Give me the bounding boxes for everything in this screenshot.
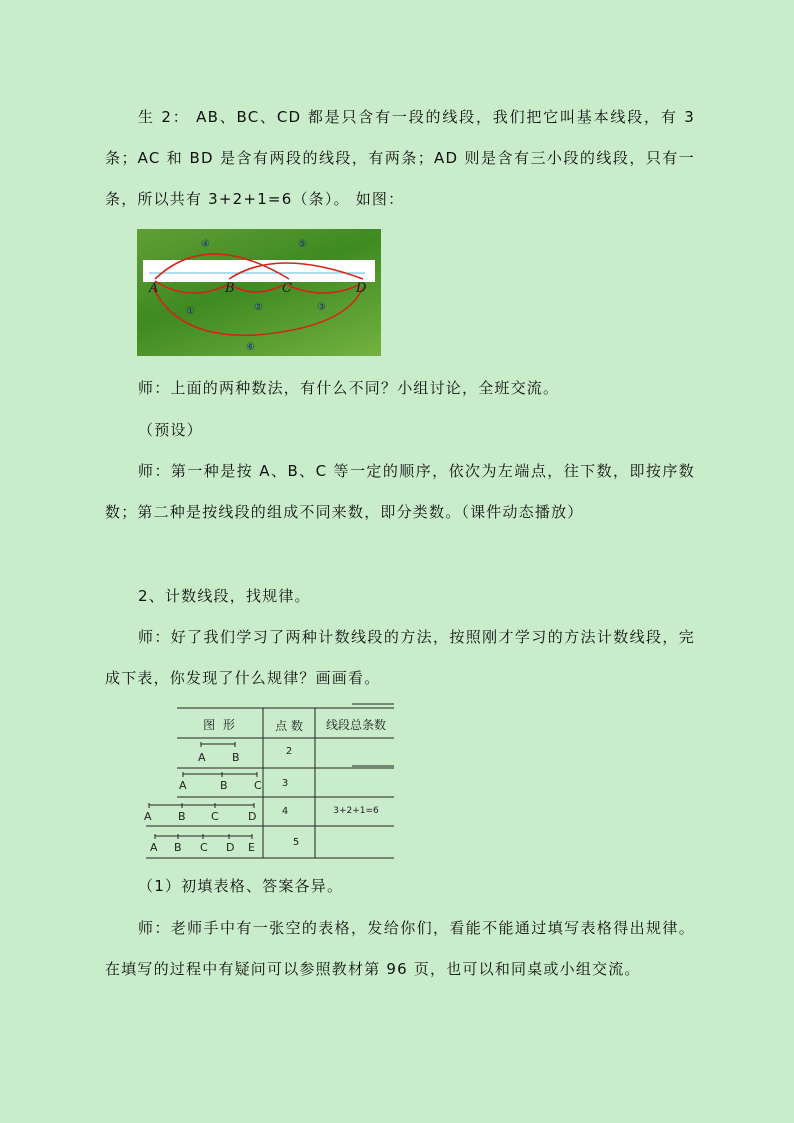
point-label-a: A [149, 281, 159, 296]
paragraph-teacher-question: 师：上面的两种数法，有什么不同？小组讨论，全班交流。 [138, 379, 560, 397]
row2-point-a: A [179, 779, 187, 792]
table-header-points: 点 数 [275, 719, 303, 733]
circle-label-6: ⑥ [246, 342, 255, 353]
table-header-figure: 图 形 [203, 718, 237, 732]
arc-bc [231, 285, 283, 292]
circle-label-4: ④ [201, 239, 210, 250]
table-header-total: 线段总条数 [325, 718, 386, 732]
paragraph-teacher-instruction: 师：老师手中有一张空的表格，发给你们，看能不能通过填写表格得出规律。在填写的过程中有疑问可以参照教材第 96 页，也可以和同桌或小组交流。 [105, 919, 695, 978]
row4-point-d: D [226, 841, 235, 854]
row3-point-d: D [248, 810, 257, 823]
row4-point-e: E [248, 841, 255, 854]
row1-point-b: B [232, 751, 240, 764]
circle-label-3: ③ [317, 302, 326, 313]
row1-point-a: A [198, 751, 206, 764]
point-label-b: B [225, 281, 235, 296]
row3-point-c: C [211, 810, 219, 823]
point-label-d: D [356, 281, 367, 296]
row4-point-b: B [174, 841, 182, 854]
paragraph-teacher-explanation: 师：第一种是按 A、B、C 等一定的顺序，依次为左端点，往下数，即按序数数；第二种是按线段的组成不同来数，即分类数。（课件动态播放） [105, 462, 695, 521]
row3-total: 3+2+1=6 [333, 806, 379, 816]
paragraph-teacher-task: 师：好了我们学习了两种计数线段的方法，按照刚才学习的方法计数线段，完成下表，你发现了什么规律？画画看。 [105, 628, 695, 687]
circle-label-2: ② [254, 302, 263, 313]
arc-ab [155, 281, 227, 293]
row4-point-a: A [150, 841, 158, 854]
row4-point-c: C [200, 841, 208, 854]
point-label-c: C [282, 281, 292, 296]
paragraph-student-answer: 生 2： AB、BC、CD 都是只含有一段的线段，我们把它叫基本线段，有 3 条；AC 和 BD 是含有两段的线段，有两条；AD 则是含有三小段的线段，只有一条，所以共有 3+2+1=6（条）。 如图： [105, 108, 695, 208]
row2-point-c: C [254, 779, 262, 792]
arc-cd [287, 285, 359, 293]
circle-label-1: ① [186, 306, 195, 317]
row3-point-b: B [178, 810, 186, 823]
row3-point-a: A [144, 810, 152, 823]
row4-point-count: 5 [292, 837, 300, 848]
row2-point-count: 3 [281, 778, 289, 789]
segment-diagram [137, 229, 381, 356]
paragraph-fill-table: （1）初填表格、答案各异。 [138, 877, 344, 895]
paragraph-preset: （预设） [138, 421, 203, 439]
segment-counting-figure [137, 229, 381, 356]
row1-point-count: 2 [285, 746, 293, 757]
row3-point-count: 4 [281, 806, 289, 817]
circle-label-5: ⑤ [298, 239, 307, 250]
section-heading-2: 2、计数线段，找规律。 [138, 587, 311, 605]
row2-point-b: B [220, 779, 228, 792]
